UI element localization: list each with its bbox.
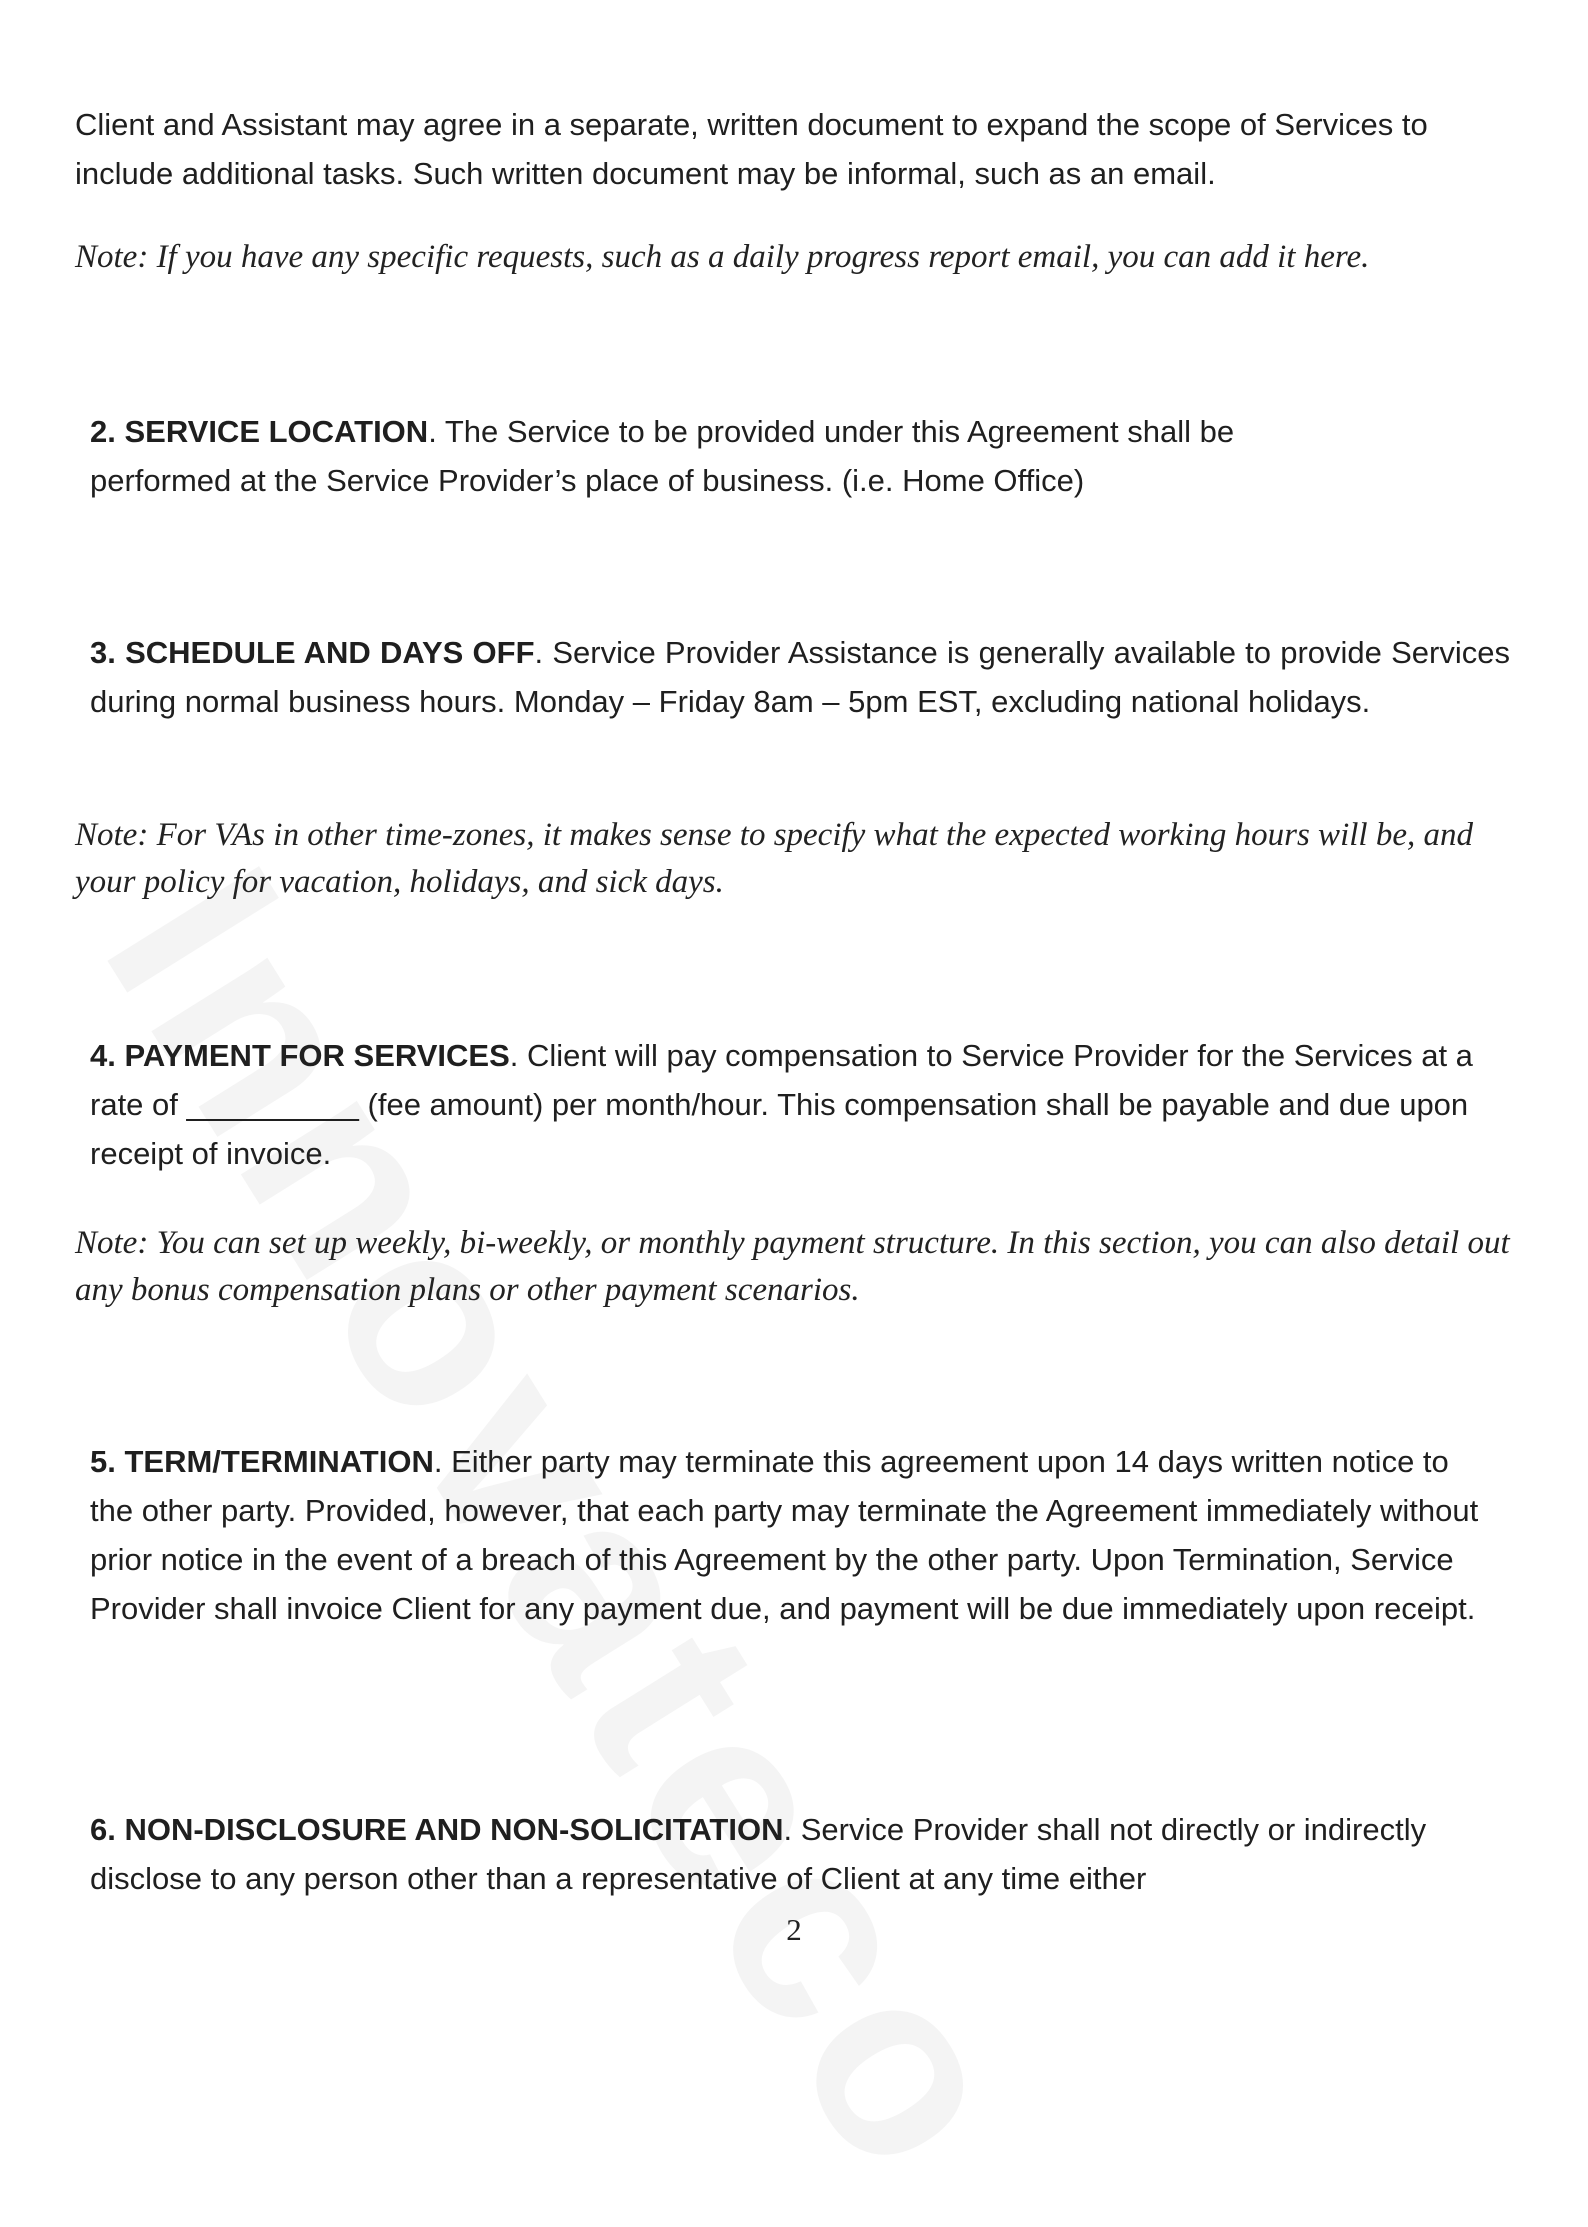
section-body: . Client will pay compensation to Service Provider for the Services at a rate of __________ (fee amount) per month/hour. This compensation shall be payable and due upon receipt of invoice. bbox=[90, 1038, 1473, 1171]
section-schedule bbox=[90, 628, 1510, 726]
section-body: . Service Provider shall not directly or indirectly disclose to any person other than a representative of Client at any time either bbox=[90, 1812, 1427, 1896]
page-number: 2 bbox=[786, 1912, 802, 1947]
section-heading: 2. SERVICE LOCATION bbox=[90, 414, 429, 449]
section-body: . Either party may terminate this agreement upon 14 days written notice to the other party. Provided, however, that each party may terminate the Agreement immediately without prior notice in the event of a breach of this Agreement by the other party. Upon Termination, Service Provider shall invoice Client for any payment due, and payment will be due immediately upon receipt. bbox=[90, 1444, 1479, 1626]
section-termination bbox=[90, 1437, 1500, 1633]
section-heading: 6. NON-DISCLOSURE AND NON-SOLICITATION bbox=[90, 1812, 784, 1847]
note-text: Note: You can set up weekly, bi-weekly, or monthly payment structure. In this section, you can also detail out any bonus compensation plans or other payment scenarios. bbox=[75, 1225, 1510, 1308]
note-specific-requests bbox=[75, 234, 1515, 281]
section-heading: 4. PAYMENT FOR SERVICES bbox=[90, 1038, 510, 1073]
intro-text: Client and Assistant may agree in a separate, written document to expand the scope of Services to include additional tasks. Such written document may be informal, such as an email. bbox=[75, 107, 1428, 191]
section-heading: 3. SCHEDULE AND DAYS OFF bbox=[90, 635, 535, 670]
note-text: Note: For VAs in other time-zones, it makes sense to specify what the expected working hours will be, and your policy for vacation, holidays, and sick days. bbox=[75, 817, 1473, 900]
section-body: . Service Provider Assistance is generally available to provide Services during normal business hours. Monday – Friday 8am – 5pm EST, excluding national holidays. bbox=[90, 635, 1510, 719]
intro-paragraph bbox=[75, 100, 1505, 198]
section-payment bbox=[90, 1031, 1510, 1178]
section-body: . The Service to be provided under this Agreement shall be performed at the Service Provider’s place of business. (i.e. Home Office) bbox=[90, 414, 1235, 498]
section-heading: 5. TERM/TERMINATION bbox=[90, 1444, 434, 1479]
note-time-zones bbox=[75, 812, 1515, 906]
note-payment-structure bbox=[75, 1220, 1535, 1314]
note-text: Note: If you have any specific requests, such as a daily progress report email, you can add it here. bbox=[75, 239, 1370, 275]
section-service-location bbox=[90, 407, 1350, 505]
section-non-disclosure bbox=[90, 1805, 1470, 1903]
